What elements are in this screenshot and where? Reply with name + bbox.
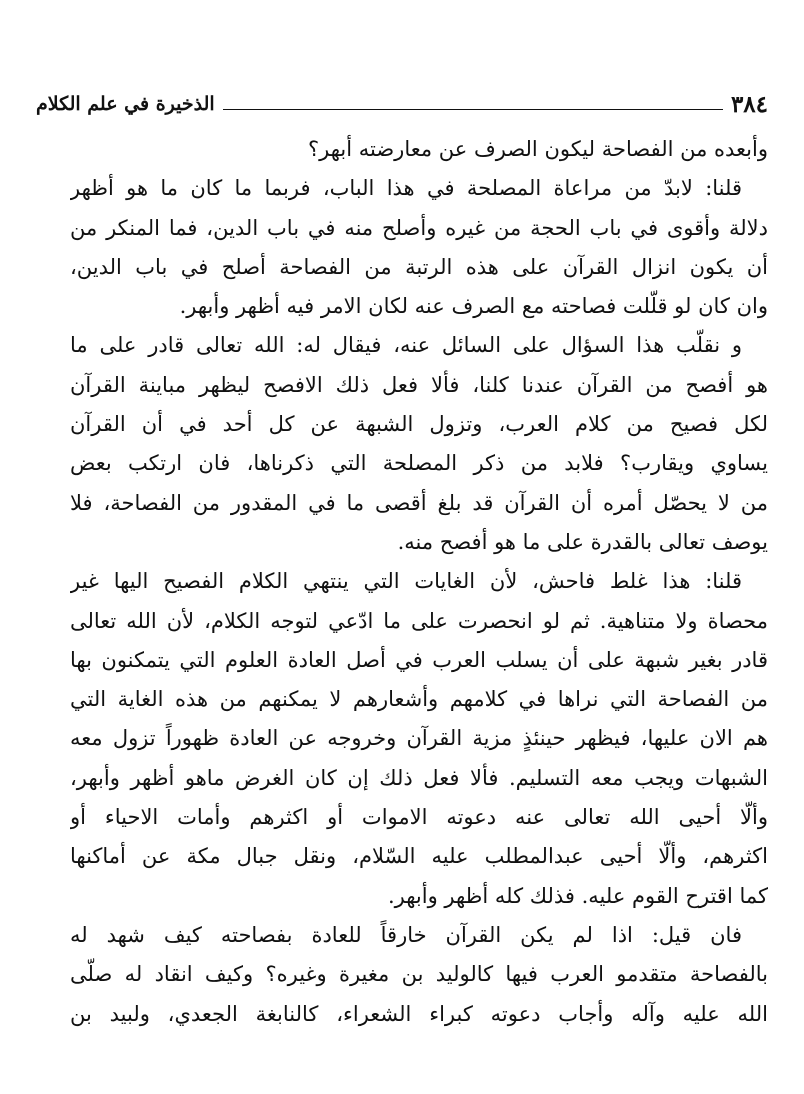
body-text [70, 130, 768, 1034]
text-line: لكل فصيح من كلام العرب، وتزول الشبهة عن كل أحد في أن القرآن [70, 412, 768, 437]
text-line: اكثرهم، وألّا أحيى عبدالمطلب عليه السّلام، ونقل جبال مكة عن أماكنها [70, 844, 768, 869]
text-line: من لا يحصّل أمره أن القرآن قد بلغ أقصى ما في المقدور من الفصاحة، فلا [70, 490, 768, 515]
text-line: قلنا: لابدّ من مراعاة المصلحة في هذا الباب، فربما ما كان ما هو أظهر [70, 176, 742, 201]
text-line: يساوي ويقارب؟ فلابد من ذكر المصلحة التي ذكرناها، فان ارتكب بعض [70, 451, 768, 476]
text-line: قلنا: هذا غلط فاحش، لأن الغايات التي ينتهي الكلام الفصيح اليها غير [70, 569, 742, 594]
page-number: ٣٨٤ [730, 90, 768, 118]
text-line: بالفصاحة متقدمو العرب فيها كالوليد بن مغيرة وغيره؟ وكيف انقاد له صلّى [70, 962, 768, 987]
header-rule [223, 109, 723, 110]
text-line: و نقلّب هذا السؤال على السائل عنه، فيقال له: الله تعالى قادر على ما [70, 333, 742, 358]
text-line: أن يكون انزال القرآن على هذه الرتبة من الفصاحة أصلح في باب الدين، [70, 254, 768, 279]
text-line: قادر بغير شبهة على أن يسلب العرب في أصل العادة العلوم التي يتمكنون بها [70, 647, 768, 672]
text-line: دلالة وأقوى في باب الحجة من غيره وأصلح منه في باب الدين، فما المنكر من [70, 215, 768, 240]
text-line: كما اقترح القوم عليه. فذلك كله أظهر وأبهر. [387, 883, 768, 908]
text-line: الله عليه وآله وأجاب دعوته كبراء الشعراء، كالنابغة الجعدي، ولبيد بن [70, 1001, 768, 1026]
book-title: الذخيرة في علم الكلام [36, 93, 215, 115]
text-line: من الفصاحة التي نراها في كلامهم وأشعارهم لا يمكنهم من هذه الغاية التي [70, 687, 768, 712]
text-line: هو أفصح من القرآن عندنا كلنا، فألا فعل ذلك الافصح ليظهر مباينة القرآن [70, 372, 768, 397]
text-line: وأبعده من الفصاحة ليكون الصرف عن معارضته أبهر؟ [307, 137, 768, 161]
text-line: هم الان عليها، فيظهر حينئذٍ مزية القرآن وخروجه عن العادة ظهوراً تزول معه [70, 726, 768, 751]
text-line: الشبهات ويجب معه التسليم. فألا فعل ذلك إن كان الغرض ماهو أظهر وأبهر، [70, 765, 768, 790]
running-header [36, 84, 768, 124]
text-line: فان قيل: اذا لم يكن القرآن خارقاً للعادة بفصاحته كيف شهد له [70, 922, 742, 947]
text-line: وألّا أحيى الله تعالى عنه دعوته الاموات أو اكثرهم وأمات الاحياء أو [70, 805, 768, 830]
text-line: يوصف تعالى بالقدرة على ما هو أفصح منه. [397, 529, 768, 554]
text-line: محصاة ولا متناهية. ثم لو انحصرت على ما ادّعي لتوجه الكلام، لأن الله تعالى [70, 608, 768, 633]
text-line: وان كان لو قلّلت فصاحته مع الصرف عنه لكان الامر فيه أظهر وأبهر. [179, 294, 768, 319]
